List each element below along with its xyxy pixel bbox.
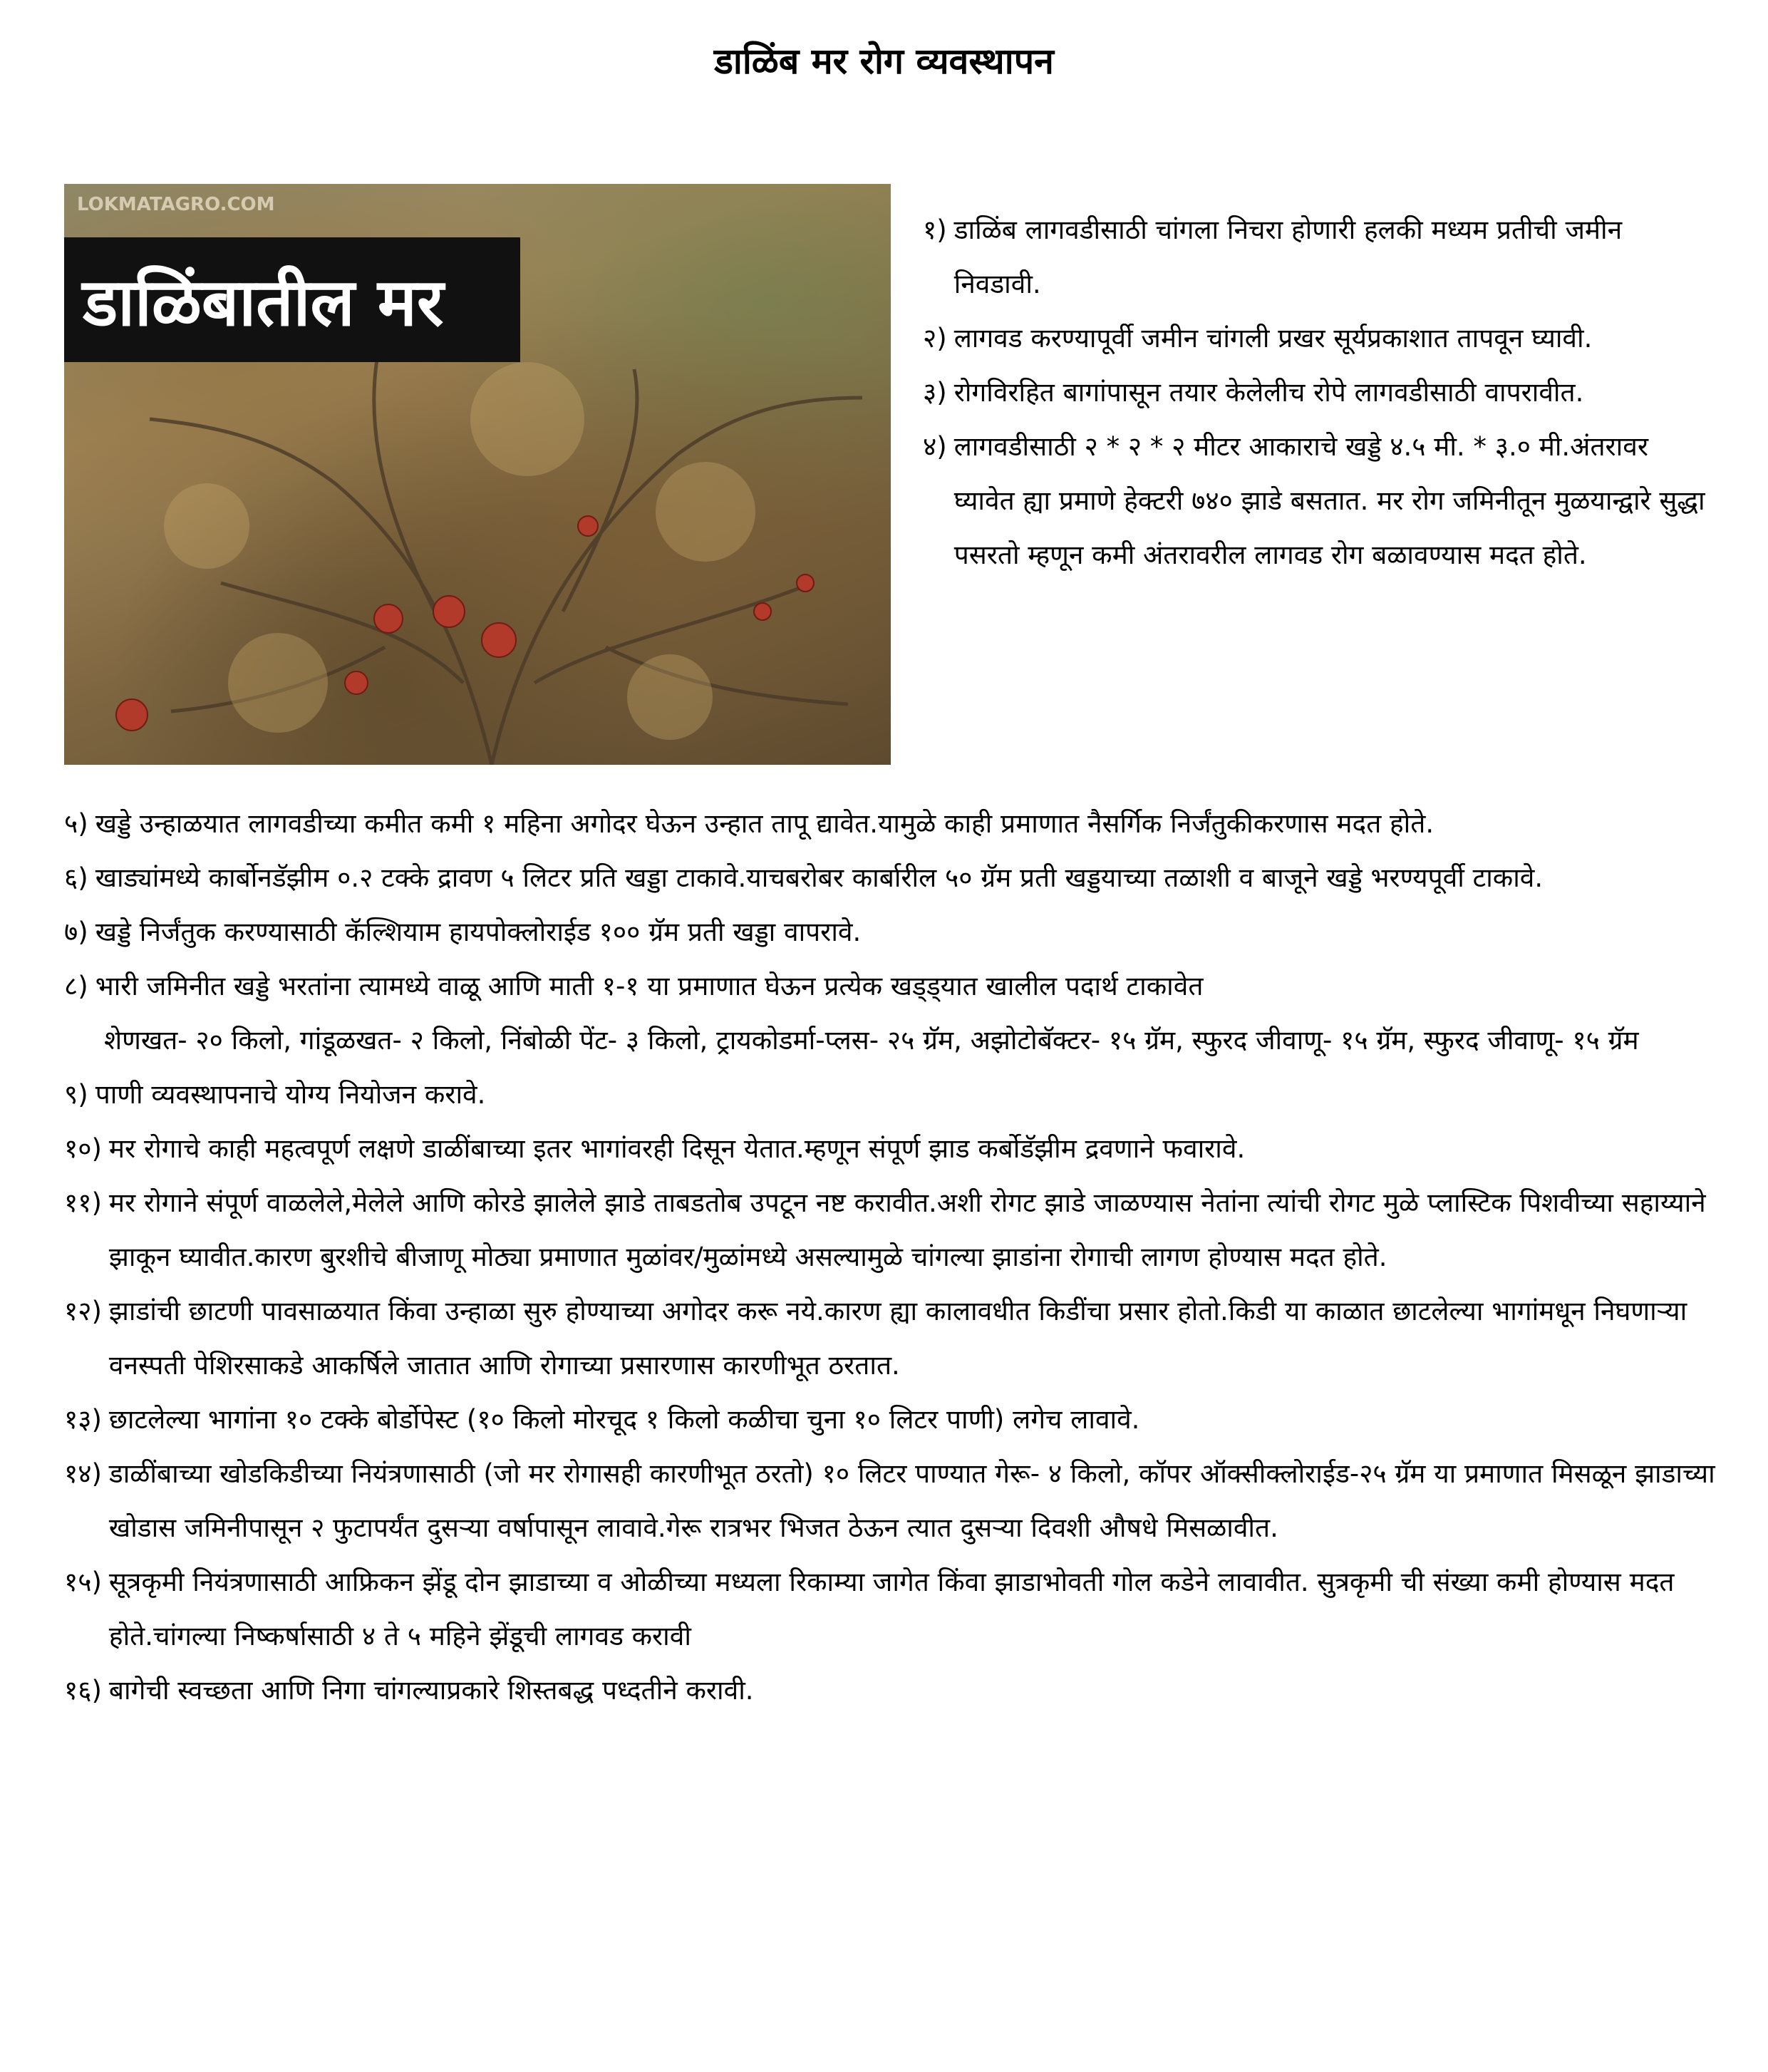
list-item	[64, 1664, 1717, 1718]
list-item	[64, 797, 1717, 851]
item-number: ७)	[64, 917, 88, 947]
page-title: डाळिंब मर रोग व्यवस्थापन	[714, 41, 1054, 82]
item-number: १५)	[64, 1567, 102, 1597]
list-item	[64, 1176, 1717, 1284]
list-item	[64, 1555, 1717, 1664]
list-item	[64, 959, 1717, 1014]
item-text: डाळिंब लागवडीसाठी चांगला निचरा होणारी हलकी मध्यम प्रतीची जमीन निवडावी.	[953, 215, 1623, 299]
item-text: लागवड करण्यापूर्वी जमीन चांगली प्रखर सूर्यप्रकाशात तापवून घ्यावी.	[953, 323, 1593, 354]
item-text: लागवडीसाठी २ * २ * २ मीटर आकाराचे खड्डे ४.५ मी. * ३.० मी.अंतरावर घ्यावेत ह्या प्रमाणे हेक्टरी ७४० झाडे बसतात. मर रोग जमिनीतून मुळयान्द्वारे सुद्धा पसरतो म्हणून कमी अंतरावरील लागवड रोग बळावण्यास मदत होते.	[953, 431, 1705, 570]
list-item	[923, 203, 1714, 311]
item-text: भारी जमिनीत खड्डे भरतांना त्यामध्ये वाळू आणि माती १-१ या प्रमाणात घेऊन प्रत्येक खड्ड्यात खालील पदार्थ टाकावेत	[95, 971, 1204, 1001]
item-number: १६)	[64, 1675, 102, 1706]
item-number: ३)	[923, 377, 947, 408]
item-number: २)	[923, 323, 947, 354]
item-number: १२)	[64, 1296, 102, 1326]
item-number: १४)	[64, 1458, 102, 1489]
item-text: झाडांची छाटणी पावसाळयात किंवा उन्हाळा सुरु होण्याच्या अगोदर करू नये.कारण ह्या कालावधीत किडींचा प्रसार होतो.किडी या काळात छाटलेल्या भागांमधून निघणाऱ्या वनस्पती पेशिरसाकडे आकर्षिले जातात आणि रोगाच्या प्रसारणास कारणीभूत ठरतात.	[108, 1296, 1687, 1381]
item-number: ९)	[64, 1079, 88, 1110]
item-text: खड्डे निर्जंतुक करण्यासाठी कॅल्शियाम हायपोक्लोराईड १०० ग्रॅम प्रती खड्डा वापरावे.	[95, 917, 862, 947]
list-item	[64, 1284, 1717, 1393]
item-number: ५)	[64, 808, 88, 839]
item-number: ११)	[64, 1187, 102, 1218]
item-text: छाटलेल्या भागांना १० टक्के बोर्डोपेस्ट (१० किलो मोरचूद १ किलो कळीचा चुना १० लिटर पाणी) लगेच लावावे.	[108, 1404, 1140, 1435]
ingredients-list: शेणखत- २० किलो, गांडूळखत- २ किलो, निंबोळी पेंट- ३ किलो, ट्रायकोडर्मा-प्लस- २५ ग्रॅम, अझोटोबॅक्टर- १५ ग्रॅम, स्फुरद जीवाणू- १५ ग्रॅम, स्फुरद जीवाणू- १५ ग्रॅम	[104, 1025, 1639, 1056]
list-item	[923, 366, 1714, 420]
item-number: ८)	[64, 971, 88, 1001]
item-text: पाणी व्यवस्थापनाचे योग्य नियोजन करावे.	[95, 1079, 486, 1110]
list-item	[64, 1068, 1717, 1122]
photo-caption: डाळिंबातील मर	[64, 237, 520, 362]
item-text: मर रोगाचे काही महत्वपूर्ण लक्षणे डाळींबाच्या इतर भागांवरही दिसून येतात.म्हणून संपूर्ण झाड कर्बोडॅझीम द्रवणाने फवारावे.	[108, 1133, 1246, 1164]
pomegranate-wilt-photo	[64, 184, 891, 765]
list-item	[64, 1393, 1717, 1447]
list-item	[64, 1447, 1717, 1555]
list-item	[923, 420, 1714, 582]
right-column-list	[923, 203, 1714, 582]
item-text: डाळींबाच्या खोडकिडीच्या नियंत्रणासाठी (जो मर रोगासही कारणीभूत ठरतो) १० लिटर पाण्यात गेरू- ४ किलो, कॉपर ऑक्सीक्लोराईड-२५ ग्रॅम या प्रमाणात मिसळून झाडाच्या खोडास जमिनीपासून २ फुटापर्यंत दुसऱ्या वर्षापासून लावावे.गेरू रात्रभर भिजत ठेऊन त्यात दुसऱ्या दिवशी औषधे मिसळावीत.	[108, 1458, 1715, 1543]
bottom-list	[64, 797, 1717, 1718]
item-number: १३)	[64, 1404, 102, 1435]
item-number: १)	[923, 215, 947, 245]
item-number: ४)	[923, 431, 947, 462]
photo-watermark: LOKMATAGRO.COM	[77, 194, 275, 215]
list-item	[923, 311, 1714, 366]
item-text: खाड्यांमध्ये कार्बोनडॅझीम ०.२ टक्के द्रावण ५ लिटर प्रति खड्डा टाकावे.याचबरोबर कार्बारील ५० ग्रॅम प्रती खड्डयाच्या तळाशी व बाजूने खड्डे भरण्यपूर्वी टाकावे.	[95, 862, 1544, 893]
item-text: खड्डे उन्हाळयात लागवडीच्या कमीत कमी १ महिना अगोदर घेऊन उन्हात तापू द्यावेत.यामुळे काही प्रमाणात नैसर्गिक निर्जंतुकीकरणास मदत होते.	[95, 808, 1434, 839]
item-text: रोगविरहित बागांपासून तयार केलेलीच रोपे लागवडीसाठी वापरावीत.	[953, 377, 1584, 408]
item-number: ६)	[64, 862, 88, 893]
list-item	[64, 851, 1717, 905]
list-item	[64, 1122, 1717, 1176]
item-number: १०)	[64, 1133, 102, 1164]
list-item	[64, 905, 1717, 959]
item-text: बागेची स्वच्छता आणि निगा चांगल्याप्रकारे शिस्तबद्ध पध्दतीने करावी.	[108, 1675, 754, 1706]
item-text: मर रोगाने संपूर्ण वाळलेले,मेलेले आणि कोरडे झालेले झाडे ताबडतोब उपटून नष्ट करावीत.अशी रोगट झाडे जाळण्यास नेतांना त्यांची रोगट मुळे प्लास्टिक पिशवीच्या सहाय्याने झाकून घ्यावीत.कारण बुरशीचे बीजाणू मोठ्या प्रमाणात मुळांवर/मुळांमध्ये असल्यामुळे चांगल्या झाडांना रोगाची लागण होण्यास मदत होते.	[108, 1187, 1706, 1272]
item-text: सूत्रकृमी नियंत्रणासाठी आफ्रिकन झेंडू दोन झाडाच्या व ओळीच्या मध्यला रिकाम्या जागेत किंवा झाडाभोवती गोल कडेने लावावीत. सुत्रकृमी ची संख्या कमी होण्यास मदत होते.चांगल्या निष्कर्षासाठी ४ ते ५ महिने झेंडूची लागवड करावी	[108, 1567, 1675, 1651]
